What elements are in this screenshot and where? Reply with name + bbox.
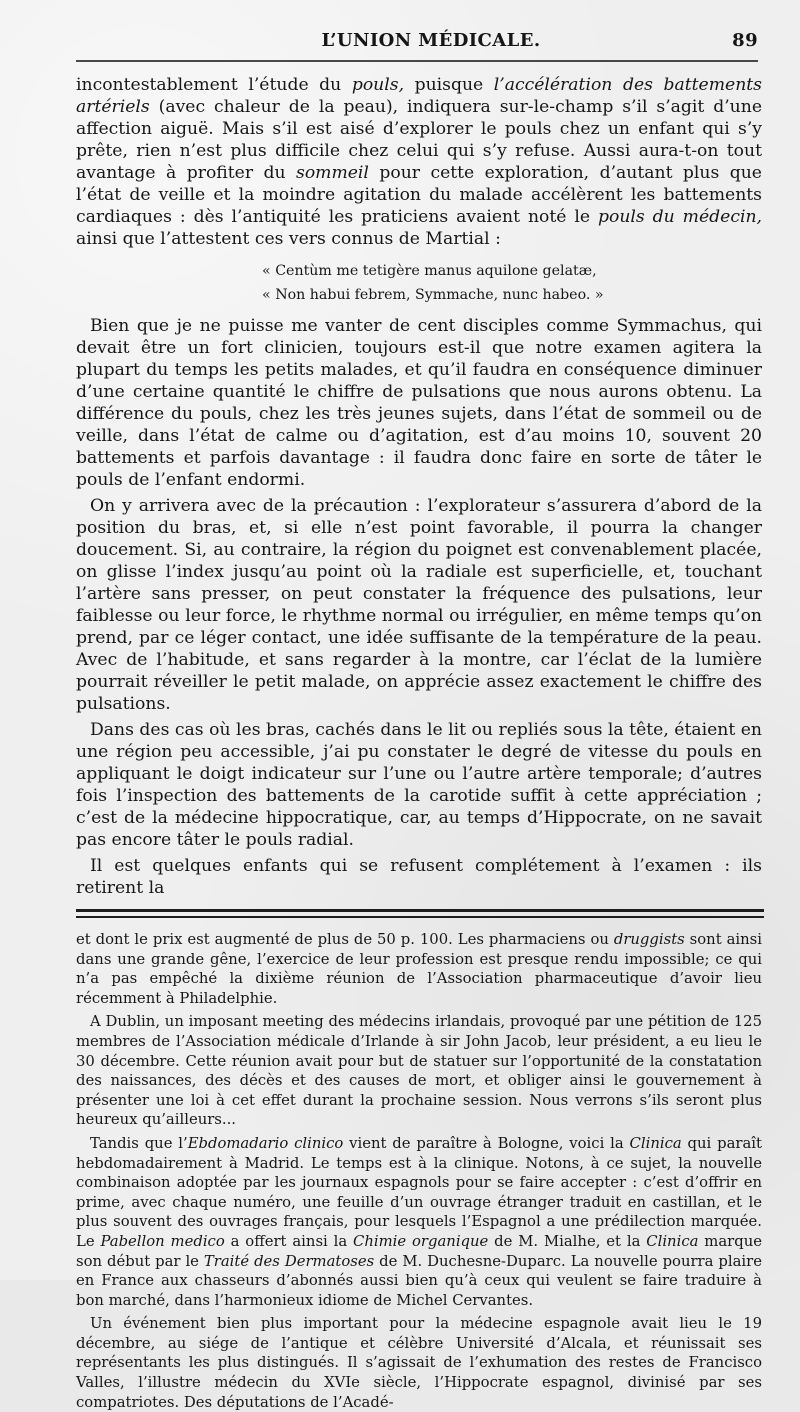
news-notes-text	[76, 930, 762, 1412]
text-fragment: sont ainsi dans une grande gêne, l’exercice de leur profession est presque rendu impossible; ce qui n’a pas empêché la dixième réunion de l’Association pharmaceutique d’avoir lieu récemment à Philadelphie.	[76, 931, 762, 1007]
latin-quotation	[262, 261, 642, 305]
text-fragment: de M. Duchesne-Duparc. La nouvelle pourra plaire en France aux chasseurs d’abonnés aussi bien qu’à ceux qui veulent se faire traduire à bon marché, dans l’harmonieux idiome de Michel Cervantes.	[76, 1252, 762, 1309]
emphasis-text: Chimie organique	[353, 1232, 489, 1250]
text-fragment: qui paraît hebdomadairement à Madrid. Le temps est à la clinique. Notons, à ce sujet, la nouvelle combinaison adoptée par les journaux espagnols pour se faire accepter : c’est d’offrir en prime, avec chaque numéro, une feuille d’un ouvrage étranger traduit en castillan, et le plus souvent des ouvrages français, pour lesquels l’Espagnol a une prédilection marquée. Le	[76, 1134, 762, 1250]
emphasis-text: Clinica	[646, 1232, 699, 1250]
main-article-text	[76, 74, 762, 899]
emphasis-text: pouls du médecin,	[598, 207, 762, 227]
main-paragraph: On y arrivera avec de la précaution : l’explorateur s’assurera d’abord de la position du bras, et, si elle n’est point favorable, il pourra la changer doucement. Si, au contraire, la région du poignet est convenablement placée, on glisse l’index jusqu’au point où la radiale est superficielle, et, touchant l’artère sans presser, on peut constater la fréquence des pulsations, leur faiblesse ou leur force, le rhythme normal ou irrégulier, en même temps qu’on prend, par ce léger contact, une idée suffisante de la température de la peau. Avec de l’habitude, et sans regarder à la montre, car l’éclat de la lumière pourrait réveiller le petit malade, on apprécie assez exactement le chiffre des pulsations.	[76, 496, 762, 714]
text-fragment: a offert ainsi la	[224, 1232, 354, 1250]
text-fragment: (avec chaleur de la peau), indiquera sur-le-champ s’il s’agit d’une affection aiguë. Mais s’il est aisé d’explorer le pouls chez un enfant qui s’y prête, rien n’est plus difficile chez celui qui s’y refuse. Aussi aura-t-on tout avantage à profiter du	[76, 97, 762, 183]
quote-line-1: « Centùm me tetigère manus aquilone gelatæ,	[262, 263, 597, 279]
text-fragment: Tandis que l’	[90, 1134, 188, 1152]
main-paragraph: Bien que je ne puisse me vanter de cent disciples comme Symmachus, qui devait être un fort clinicien, toujours est-il que notre examen agitera la plupart du temps les petits malades, et qu’il faudra en conséquence diminuer d’une certaine quantité le chiffre de pulsations que nous aurons obtenu. La différence du pouls, chez les très jeunes sujets, dans l’état de sommeil ou de veille, dans l’état de calme ou d’agitation, est d’au moins 10, souvent 20 battements et parfois davantage : il faudra donc faire en sorte de tâter le pouls de l’enfant endormi.	[76, 316, 762, 490]
emphasis-text: Pabellon medico	[100, 1232, 225, 1250]
text-fragment: pour cette exploration, d’autant plus que l’état de veille et la moindre agitation du malade accélèrent les battements cardiaques : dès l’antiquité les praticiens avaient noté le	[76, 163, 762, 227]
note-paragraph: A Dublin, un imposant meeting des médecins irlandais, provoqué par une pétition de 125 membres de l’Association médicale d’Irlande à sir John Jacob, leur président, a eu lieu le 30 décembre. Cette réunion avait pour but de statuer sur l’opportunité de la constatation des naissances, des décès et des causes de mort, et obliger ainsi le gouvernement à présenter une loi à cet effet durant la prochaine session. Nous verrons s’ils seront plus heureux qu’ailleurs...	[76, 1013, 762, 1129]
section-divider	[76, 909, 764, 918]
emphasis-text: Ebdomadario clinico	[187, 1134, 344, 1152]
main-paragraph: Dans des cas où les bras, cachés dans le lit ou repliés sous la tête, étaient en une région peu accessible, j’ai pu constater le degré de vitesse du pouls en appliquant le doigt indicateur sur l’une ou l’autre artère temporale; d’autres fois l’inspection des battements de la carotide suffit à cette appréciation ; c’est de la médecine hippocratique, car, au temps d’Hippocrate, on ne savait pas encore tâter le pouls radial.	[76, 720, 762, 850]
emphasis-text: l’accélération des battements artériels	[76, 75, 762, 117]
text-fragment: vient de paraître à Bologne, voici la	[343, 1134, 630, 1152]
text-fragment: ainsi que l’attestent ces vers connus de Martial :	[76, 229, 501, 249]
emphasis-text: druggists	[613, 931, 685, 948]
text-fragment: puisque	[404, 75, 494, 95]
quote-line-2: « Non habui febrem, Symmache, nunc habeo. »	[262, 287, 604, 303]
emphasis-text: Clinica	[629, 1134, 682, 1152]
emphasis-text: Traité des Dermatoses	[203, 1252, 375, 1270]
emphasis-text: pouls,	[351, 75, 405, 95]
text-fragment: de M. Mialhe, et la	[488, 1232, 647, 1250]
main-paragraph: Il est quelques enfants qui se refusent complétement à l’examen : ils retirent la	[76, 856, 762, 898]
text-fragment: marque son début par le	[76, 1232, 762, 1270]
running-header	[76, 30, 758, 60]
note-paragraph	[76, 1134, 762, 1310]
main-paragraph	[76, 74, 762, 250]
text-fragment: incontestablement l’étude du	[76, 75, 352, 95]
header-rule	[76, 60, 758, 62]
emphasis-text: sommeil	[296, 163, 369, 183]
note-paragraph: Un événement bien plus important pour la médecine espagnole avait lieu le 19 décembre, au siége de l’antique et célèbre Université d’Alcala, et réunissait ses représentants les plus distingués. Il s’agissait de l’exhumation des restes de Francisco Valles, l’illustre médecin du XVIe siècle, l’Hippocrate espagnol, divinisé par ses compatriotes. Des députations de l’Acadé-	[76, 1315, 762, 1411]
text-fragment: et dont le prix est augmenté de plus de 50 p. 100. Les pharmaciens ou	[76, 931, 614, 948]
journal-title: L’UNION MÉDICALE.	[321, 30, 541, 51]
page-number: 89	[732, 30, 758, 51]
note-paragraph	[76, 930, 762, 1008]
